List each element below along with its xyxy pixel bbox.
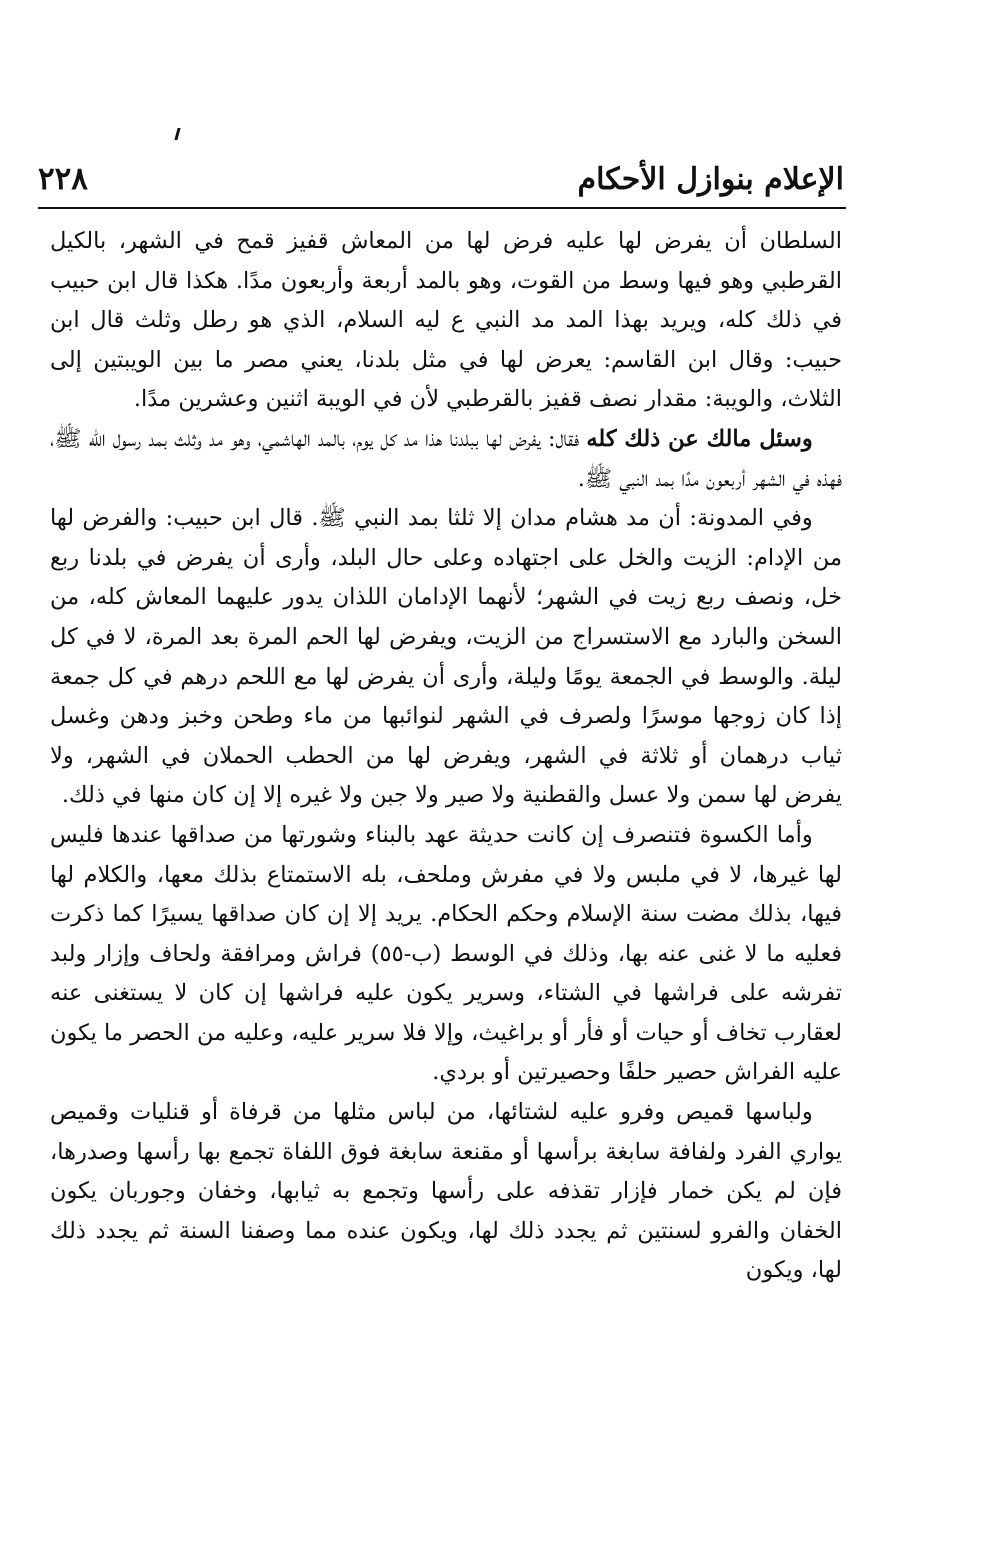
paragraph-1 bbox=[50, 222, 842, 420]
paragraph-5 bbox=[50, 1093, 842, 1291]
paragraph-text: وفي المدونة: أن مد هشام مدان إلا ثلثا بمد النبي ﷺ. قال ابن حبيب: والفرض لها من الإدام: الزيت والخل على اجتهاده وعلى حال البلد، وأرى أن يفرض في بلدنا ربع خل، ونصف ربع زيت في الشهر؛ لأنهما الإدامان اللذان يدور عليهما المعاش كله، من السخن والبارد مع الاستسراج من الزيت، ويفرض لها الحم المرة بعد المرة، لا في كل ليلة. والوسط في الجمعة يومًا وليلة، وأرى أن يفرض لها مع اللحم درهم في كل جمعة إذا كان زوجها موسرًا ولصرف في الشهر لنوائبها من ماء وطحن وخبز ودهن وغسل ثياب درهمان أو ثلاثة في الشهر، ويفرض لها من الحطب الحملان في الشهر، ولا يفرض لها سمن ولا عسل والقطنية ولا صير ولا جبن ولا غيره إلا إن كان منها في ذلك. bbox=[50, 505, 842, 809]
paragraph-lead: وسئل مالك عن ذلك كله bbox=[586, 425, 813, 452]
paragraph-3 bbox=[50, 499, 842, 816]
body-text bbox=[50, 222, 842, 1291]
printer-mark bbox=[174, 128, 180, 140]
page-number: ٢٢٨ bbox=[38, 161, 88, 197]
header-rule bbox=[38, 207, 846, 209]
running-title: الإعلام بنوازل الأحكام bbox=[577, 161, 844, 197]
paragraph-text: السلطان أن يفرض لها عليه فرض لها من المعاش قفيز قمح في الشهر، بالكيل القرطبي وهو فيها وسط من القوت، وهو بالمد أربعة وأربعون مدًا. هكذا قال ابن حبيب في ذلك كله، ويريد بهذا المد مد النبي ع ليه السلام، الذي هو رطل وثلث قال ابن حبيب: وقال ابن القاسم: يعرض لها في مثل بلدنا، يعني مصر ما بين الويبتين إلى الثلاث، والويبة: مقدار نصف قفيز بالقرطبي لأن في الويبة اثنين وعشرين مدًا. bbox=[50, 228, 842, 413]
paragraph-2 bbox=[50, 420, 842, 499]
paragraph-text: ولباسها قميص وفرو عليه لشتائها، من لباس مثلها من قرفاة أو قنليات وقميص يواري الفرد ولفافة سابغة برأسها أو مقنعة سابغة فوق اللفاة تجمع بها رأسها وصدرها، فإن لم يكن خمار فإزار تقذفه على رأسها وتجمع به ثيابها، وخفان وجوربان يكون الخفان والفرو لسنتين ثم يجدد ذلك لها، ويكون عنده مما وصفنا السنة ثم يجدد ذلك لها، ويكون bbox=[50, 1099, 842, 1284]
paragraph-4 bbox=[50, 816, 842, 1093]
page-header bbox=[38, 155, 844, 203]
paragraph-text: وأما الكسوة فتنصرف إن كانت حديثة عهد بالبناء وشورتها من صداقها عندها فليس لها غيرها، لا في ملبس ولا في مفرش وملحف، بله الاستمتاع بذلك معها، والكلام لها فيها، بذلك مضت سنة الإسلام وحكم الحكام. يريد إلا إن كان صداقها يسيرًا كما ذكرت فعليه ما لا غنى عنه بها، وذلك في الوسط (ب-٥٥) فراش ومرافقة ولحاف وإزار ولبد تفرشه على فراشها في الشتاء، وسرير يكون عليه فراشها إن كان لا يستغنى عنه لعقارب تخاف أو حيات أو فأر أو براغيث، وإلا فلا سرير عليه، وعليه من الحصر ما يكون عليه الفراش حصير حلفًا وحصيرتين أو بردي. bbox=[50, 821, 842, 1086]
paragraph-text: فقال: يفرض لها ببلدنا هذا مد كل يوم، بالمد الهاشمي، وهو مد وثلث بمد رسول الله ﷺ، فهذه في الشهر أربعون مدًا بمد النبي ﷺ. bbox=[50, 425, 842, 492]
